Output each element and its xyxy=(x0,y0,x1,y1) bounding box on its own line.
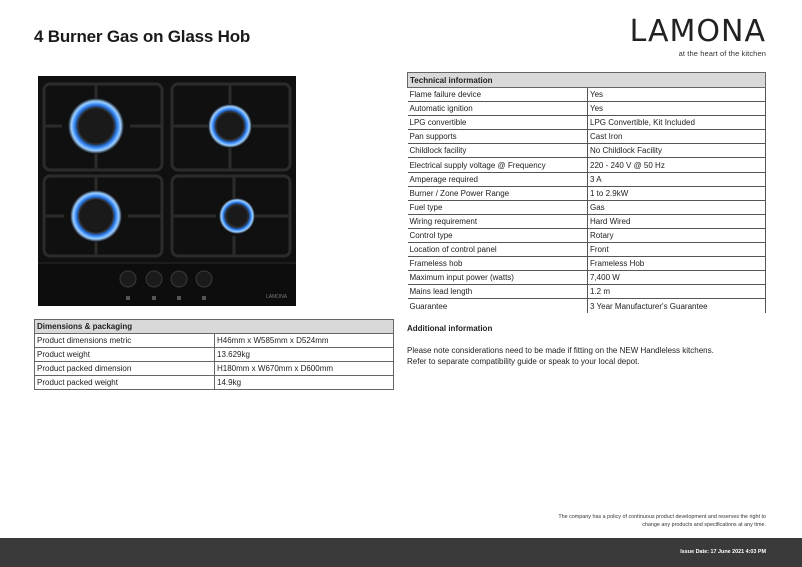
table-row xyxy=(35,348,394,362)
additional-info-line: Refer to separate compatibility guide or speak to your local depot. xyxy=(407,357,640,366)
technical-table-header: Technical information xyxy=(408,73,766,88)
dimensions-table xyxy=(34,319,394,390)
table-row xyxy=(408,130,766,144)
table-row xyxy=(408,172,766,186)
spec-label: Control type xyxy=(408,228,588,242)
dimensions-value: 13.629kg xyxy=(215,348,394,362)
dimensions-label: Product packed dimension xyxy=(35,362,215,376)
product-image xyxy=(38,76,296,306)
spec-label: Automatic ignition xyxy=(408,102,588,116)
spec-value: Gas xyxy=(588,200,766,214)
logo-wordmark: LAMONA xyxy=(629,14,766,49)
spec-label: Burner / Zone Power Range xyxy=(408,186,588,200)
table-row xyxy=(408,243,766,257)
spec-value: 1 to 2.9kW xyxy=(588,186,766,200)
spec-label: Amperage required xyxy=(408,172,588,186)
table-row xyxy=(408,200,766,214)
additional-info-title: Additional information xyxy=(407,324,493,333)
spec-value: 3 A xyxy=(588,172,766,186)
additional-info-line: Please note considerations need to be made if fitting on the NEW Handleless kitchens. xyxy=(407,346,714,355)
spec-value: Cast Iron xyxy=(588,130,766,144)
spec-label: Mains lead length xyxy=(408,285,588,299)
dimensions-table-header: Dimensions & packaging xyxy=(35,320,394,334)
table-row xyxy=(408,144,766,158)
spec-value: 7,400 W xyxy=(588,271,766,285)
table-row xyxy=(408,285,766,299)
dimensions-label: Product weight xyxy=(35,348,215,362)
table-row xyxy=(35,376,394,390)
spec-label: Fuel type xyxy=(408,200,588,214)
dimensions-value: H180mm x W670mm x D600mm xyxy=(215,362,394,376)
table-row xyxy=(408,116,766,130)
spec-value: Yes xyxy=(588,88,766,102)
spec-label: Wiring requirement xyxy=(408,214,588,228)
disclaimer xyxy=(506,513,766,529)
spec-label: Childlock facility xyxy=(408,144,588,158)
hob-illustration xyxy=(38,76,296,306)
spec-value: No Childlock Facility xyxy=(588,144,766,158)
table-row xyxy=(408,271,766,285)
spec-value: 220 - 240 V @ 50 Hz xyxy=(588,158,766,172)
disclaimer-line: change any products and specifications at any time. xyxy=(642,522,766,528)
footer-bar xyxy=(0,538,802,567)
spec-value: Yes xyxy=(588,102,766,116)
dimensions-label: Product packed weight xyxy=(35,376,215,390)
dimensions-value: H46mm x W585mm x D524mm xyxy=(215,334,394,348)
additional-info-text xyxy=(407,345,714,367)
brand-logo xyxy=(630,16,766,58)
dimensions-label: Product dimensions metric xyxy=(35,334,215,348)
logo-tagline: at the heart of the kitchen xyxy=(678,49,766,58)
table-row xyxy=(35,362,394,376)
issue-date: Issue Date: 17 June 2021 4:03 PM xyxy=(680,549,766,555)
spec-label: Location of control panel xyxy=(408,243,588,257)
disclaimer-line: The company has a policy of continuous product development and reserves the right to xyxy=(558,514,766,520)
spec-value: 1.2 m xyxy=(588,285,766,299)
table-row xyxy=(408,88,766,102)
table-row xyxy=(408,214,766,228)
spec-label: Maximum input power (watts) xyxy=(408,271,588,285)
spec-value: Rotary xyxy=(588,228,766,242)
spec-label: LPG convertible xyxy=(408,116,588,130)
table-row xyxy=(408,186,766,200)
spec-value: LPG Convertible, Kit Included xyxy=(588,116,766,130)
page-title: 4 Burner Gas on Glass Hob xyxy=(34,27,251,46)
table-row xyxy=(408,257,766,271)
spec-label: Flame failure device xyxy=(408,88,588,102)
table-row xyxy=(408,158,766,172)
spec-value: 3 Year Manufacturer's Guarantee xyxy=(588,299,766,313)
spec-label: Frameless hob xyxy=(408,257,588,271)
technical-table xyxy=(407,72,766,313)
spec-label: Pan supports xyxy=(408,130,588,144)
table-row xyxy=(408,102,766,116)
spec-value: Hard Wired xyxy=(588,214,766,228)
spec-label: Electrical supply voltage @ Frequency xyxy=(408,158,588,172)
hob-brand-mark: LAMONA xyxy=(266,294,288,300)
spec-value: Front xyxy=(588,243,766,257)
table-row xyxy=(35,334,394,348)
spec-label: Guarantee xyxy=(408,299,588,313)
dimensions-value: 14.9kg xyxy=(215,376,394,390)
table-row xyxy=(408,299,766,313)
table-row xyxy=(408,228,766,242)
spec-value: Frameless Hob xyxy=(588,257,766,271)
